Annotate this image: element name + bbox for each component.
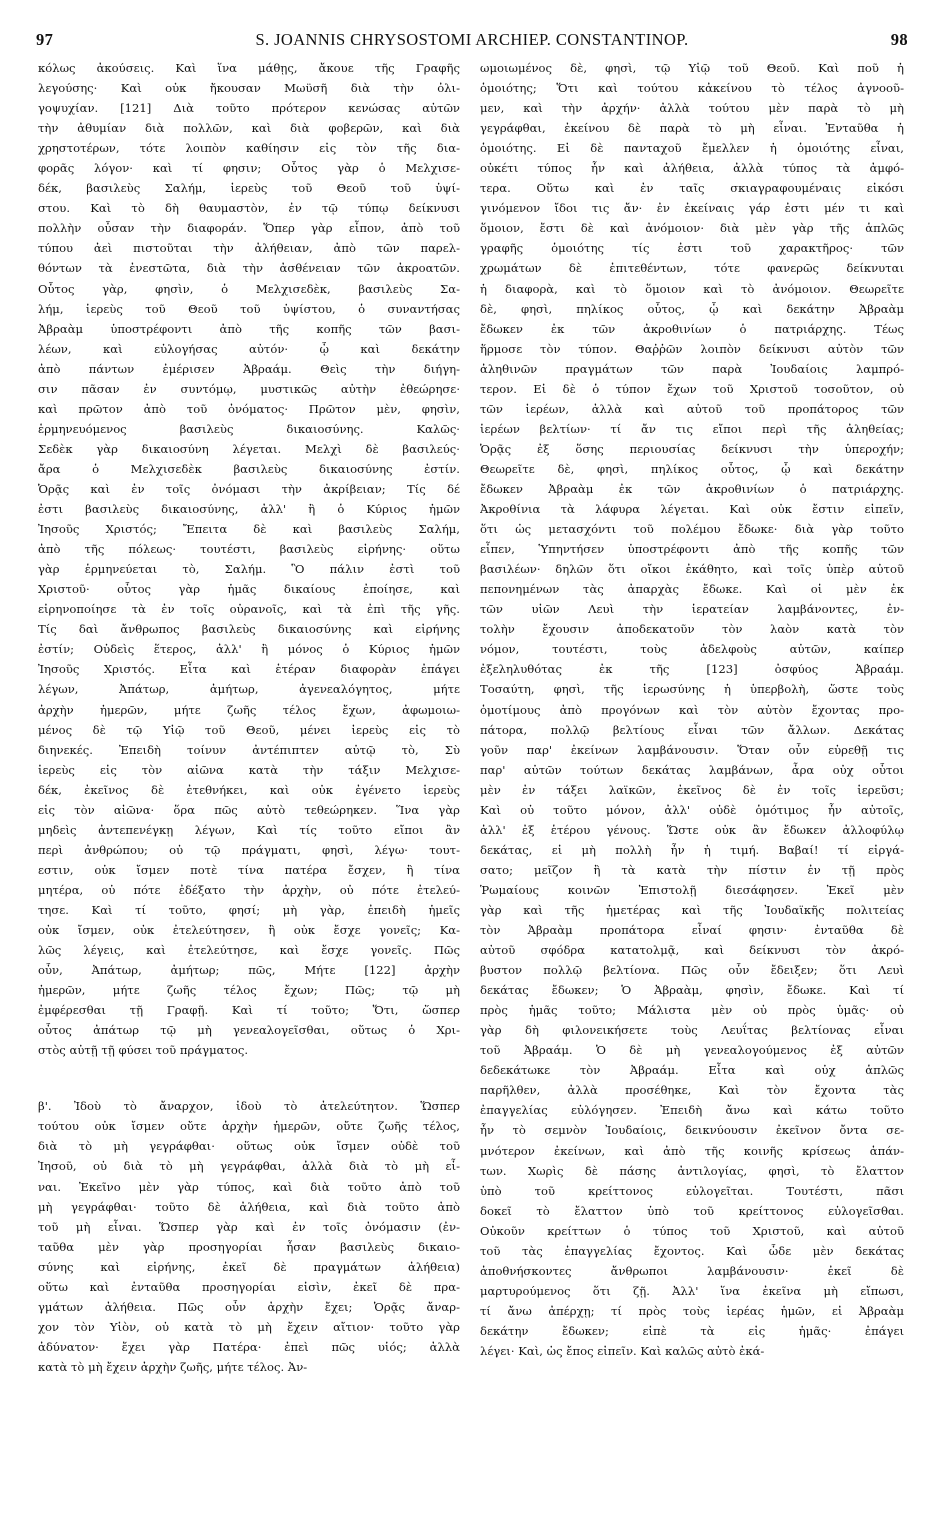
text-line: στου. Καὶ τὸ δὴ θαυμαστὸν, ἐν τῷ τύπῳ δείκνυσι <box>38 201 460 216</box>
text-line: μεν, καὶ τὴν ἀρχήν· ἀλλὰ τούτου μὲν παρὰ τὸ μὴ <box>480 101 904 116</box>
text-line: τοῦ τὰς ἐπαγγελίας ἔχοντος. Καὶ ὧδε μὲν δεκάτας <box>480 1243 904 1258</box>
text-line: ἀποθνήσκοντες ἄνθρωποι λαμβάνουσιν· ἐκεῖ δὲ <box>480 1263 904 1278</box>
text-line: γὰρ καὶ τῆς ἡμετέρας καὶ τῆς Ἰουδαϊκῆς πολιτείας <box>480 902 904 917</box>
text-line: γοῦν παρ' ἐκείνων λαμβάνουσιν. Ὅταν οὖν εὑρεθῇ τις <box>480 742 904 757</box>
text-line: νόμον, τουτέστι, τοὺς ἀδελφοὺς αὐτῶν, καίπερ <box>480 642 904 657</box>
text-line: γμάτων ἀλήθεια. Πῶς οὖν ἀρχὴν ἔχει; Ὁρᾷς ἄναρ- <box>38 1299 460 1314</box>
text-line: ἀπὸ τῆς πόλεως· τουτέστι, βασιλεὺς εἰρήνης· οὕτω <box>38 542 460 557</box>
text-line: χρηστοτέρων, τότε λοιπὸν καθίησιν εἰς τὸν τῆς δια- <box>38 141 460 156</box>
text-line: τὸν Ἀβραὰμ προπάτορα εἶναί φησιν· ἐνταῦθα δὲ <box>480 923 904 938</box>
text-line: ὁμοιότης; Ὅτι καὶ τούτου κἀκείνου τὸ τέλος ἀγνοοῦ- <box>480 81 904 96</box>
text-line: λέων, καὶ εὐλογήσας αὐτόν· ᾧ καὶ δεκάτην <box>38 341 460 356</box>
text-line: ἱερέων βελτίων· τί ἄν τις εἴποι περὶ τῆς ἀληθείας; <box>480 421 904 436</box>
text-line: πολλὴν οὖσαν τὴν διαφοράν. Ὅπερ γὰρ εἶπον, ἀπὸ τοῦ <box>38 221 460 236</box>
text-line: Ἰησοῦς Χριστός; Ἔπειτα δὲ καὶ βασιλεὺς Σαλήμ, <box>38 522 460 537</box>
text-line: ἔδωκεν ἐκ τῶν ἀκροθινίων ὁ πατριάρχης. Τέως <box>480 321 904 336</box>
text-line: ναι. Ἐκεῖνο μὲν γὰρ τύπος, καὶ διὰ τοῦτο ἀπὸ τοῦ <box>38 1179 460 1194</box>
text-line: μητέρα, οὐ πότε ἐδέξατο τὴν ἀρχὴν, οὐ πότε ἐτελεύ- <box>38 882 460 897</box>
text-line: λήμ, ἱερεὺς τοῦ Θεοῦ τοῦ ὑψίστου, ὁ συναντήσας <box>38 301 460 316</box>
text-line: παρῆλθεν, ἀλλὰ προσέθηκε, Καὶ τὸν ἔχοντα τὰς <box>480 1083 904 1098</box>
text-line: Οὗτος γὰρ, φησὶν, ὁ Μελχισεδὲκ, βασιλεὺς Σα- <box>38 281 460 296</box>
text-line: Σεδὲκ γὰρ δικαιοσύνη λέγεται. Μελχὶ δὲ βασιλεύς· <box>38 441 460 456</box>
text-line: ἀρχὴν ἡμερῶν, μήτε ζωῆς τέλος ἔχων, ἀφωμοιω- <box>38 702 460 717</box>
text-line: ἑρμηνευόμενος βασιλεὺς δικαιοσύνης. Καλῶς· <box>38 421 460 436</box>
text-line: γοψυχίαν. [121] Διὰ τοῦτο πρότερον κενώσας αὐτῶν <box>38 101 460 116</box>
text-line: γραφῆς ὁμοιότης τίς ἐστι τοῦ χαρακτῆρος· τῶν <box>480 241 904 256</box>
text-line: περὶ ἀνθρώπου; οὐ τῷ πράγματι, φησὶ, λέγω· τουτ- <box>38 842 460 857</box>
text-line: εἶπεν, Ὑπηντήσεν ὑποστρέφοντι ἀπὸ τῆς κοπῆς τῶν <box>480 542 904 557</box>
text-line: ὑπὸ τοῦ κρείττονος εὐλογεῖται. Τουτέστι, πᾶσι <box>480 1183 904 1198</box>
text-line: παρ' αὐτῶν τούτων δεκάτας λαμβάνων, ἆρα οὐχ οὗτοι <box>480 762 904 777</box>
text-line: δὲ, φησὶ, πηλίκος οὗτος, ᾧ καὶ δεκάτην Ἀβραὰμ <box>480 301 904 316</box>
text-line: ὁμοιότης. Εἰ δὲ πανταχοῦ ἔμελλεν ἡ ὁμοιότης εἶναι, <box>480 141 904 156</box>
text-line: διὰ τὸ μὴ γεγράφθαι· οὕτως οὐκ ἴσμεν οὐδὲ τοῦ <box>38 1139 460 1154</box>
text-line: ἀληθινῶν πραγμάτων τῶν παρὰ Ἰουδαίοις λαμπρό- <box>480 361 904 376</box>
text-line: λέγει· Καὶ, ὡς ἔπος εἰπεῖν. Καὶ καλῶς αὐτὸ ἐκά- <box>480 1344 765 1358</box>
text-line: χρωμάτων δὲ ἐπιτεθέντων, τότε φανερῶς δείκνυται <box>480 261 904 276</box>
right-column <box>480 58 904 1361</box>
text-line: γὰρ ἑρμηνεύεται τὸ, Σαλήμ. Ὃ πάλιν ἐστὶ τοῦ <box>38 562 460 577</box>
text-line: ταῦθα μὲν γὰρ προσηγορίαι ἦσαν βασιλεὺς δικαιο- <box>38 1239 460 1254</box>
text-line: ἀλλ' ἐξ ἑτέρου γένους. Ὥστε οὐκ ἂν ἔδωκεν ἀλλοφύλῳ <box>480 822 904 837</box>
text-line: Τίς δαὶ ἄνθρωπος βασιλεὺς δικαιοσύνης καὶ εἰρήνης <box>38 622 460 637</box>
text-line: Ἀκροθίνια τὰ λάφυρα λέγεται. Καὶ οὐκ ἔστιν εἰπεῖν, <box>480 502 904 517</box>
text-line: ἐστίν; Οὐδεὶς ἕτερος, ἀλλ' ἢ μόνος ὁ Κύριος ἡμῶν <box>38 642 460 657</box>
text-line: πεπονημένων τὰς ἀπαρχὰς ἔδωκε. Καὶ οἱ μὲν ἐκ <box>480 582 904 597</box>
text-line: θόντων τὰ ἐνεστῶτα, διὰ τὴν ἀσθένειαν τῶν ἀκροατῶν. <box>38 261 460 276</box>
text-line: τῶν ἱερέων, ἀλλὰ καὶ αὐτοῦ τοῦ προπάτορος τῶν <box>480 401 904 416</box>
text-line: τύπου ἀεὶ πιστοῦται τὴν ἀλήθειαν, ἀπὸ τῶν παρελ- <box>38 241 460 256</box>
text-line: οὕτω καὶ ἐνταῦθα προσηγορίαι εἰσὶν, ἐκεῖ δὲ πρα- <box>38 1279 460 1294</box>
text-line: Οὐκοῦν κρείττων ὁ τύπος τοῦ Χριστοῦ, καὶ αὐτοῦ <box>480 1223 904 1238</box>
text-line: ὅτι ὡς μετασχόντι τοῦ πολέμου ἔδωκε· διὰ γὰρ τοῦτο <box>480 522 904 537</box>
text-line: τοῦ μὴ εἶναι. Ὥσπερ γὰρ καὶ ἐν τοῖς ὀνόμασιν (ἐν- <box>38 1219 460 1234</box>
text-line: εστιν, οὐκ ἴσμεν ποτὲ τίνα πατέρα ἔσχεν, ἢ τίνα <box>38 862 460 877</box>
text-line: οὗτος ἀπάτωρ τῷ μὴ γενεαλογεῖσθαι, οὕτως ὁ Χρι- <box>38 1023 460 1038</box>
text-line: Ῥωμαίους κοινῶν Ἐπιστολῇ διεσάφησεν. Ἐκεῖ μὲν <box>480 882 904 897</box>
text-line: δεκάτην ἔδωκεν; εἰπὲ τὰ εἰς ἡμᾶς· ἐπάγει <box>480 1323 904 1338</box>
text-line: Θεωρεῖτε δὲ, φησὶ, πηλίκος οὗτος, ᾧ καὶ δεκάτην <box>480 461 904 476</box>
running-header <box>36 30 908 54</box>
text-line: Ὁρᾷς καὶ ἐν τοῖς ὀνόμασι τὴν ἀκρίβειαν; Τίς δέ <box>38 481 460 496</box>
page-number-left: 97 <box>36 30 54 49</box>
text-line: πάτορα, πολλῷ βελτίους εἶναι τῶν ἄλλων. Δεκάτας <box>480 722 904 737</box>
text-line: ἦν τὸ σεμνὸν Ἰουδαίοις, δεικνύουσιν ἐκεῖνον ὄντα σε- <box>480 1123 904 1138</box>
text-line: τερον. Εἰ δὲ ὁ τύπον ἔχων τοῦ Χριστοῦ τοσοῦτον, οὐ <box>480 381 904 396</box>
page-number-right: 98 <box>890 30 908 49</box>
text-line: τὴν ἀθυμίαν διὰ πολλῶν, καὶ διὰ φοβερῶν, καὶ διὰ <box>38 121 460 136</box>
text-line: Καὶ οὐ τοῦτο μόνον, ἀλλ' οὐδὲ ὁμότιμος ἦν αὐτοῖς, <box>480 802 904 817</box>
text-line: εἰρηνοποίησε τὰ ἐν τοῖς οὐρανοῖς, καὶ τὰ ἐπὶ τῆς γῆς. <box>38 602 460 617</box>
text-line: ἐξεληλυθότας ἐκ τῆς [123] ὀσφύος Ἀβραάμ. <box>480 662 904 677</box>
text-line: τησε. Καὶ τί τοῦτο, φησί; μὴ γὰρ, ἐπειδὴ ἡμεῖς <box>38 902 460 917</box>
text-line: ἀπὸ πάντων ἐμέρισεν Ἀβραάμ. Θεὶς τὴν διήγη- <box>38 361 460 376</box>
text-line: ωμοιωμένος δὲ, φησὶ, τῷ Υἱῷ τοῦ Θεοῦ. Καὶ ποῦ ἡ <box>480 61 904 75</box>
text-line: καὶ πρῶτον ἀπὸ τοῦ ὀνόματος· Πρῶτον μὲν, φησὶν, <box>38 401 460 416</box>
text-line: ὅμοιον, ἔστι δὲ καὶ ἀνόμοιον· διὰ μὲν γὰρ τῆς ἁπλῶς <box>480 221 904 236</box>
text-line: εἰς τὸν αἰῶνα· ὅρα πῶς αὐτὸ τεθεώρηκεν. Ἵνα γὰρ <box>38 802 460 817</box>
text-line: σατο; μεῖζον ἢ τὰ κατὰ τὴν πίστιν ἐν τῇ πρὸς <box>480 862 904 877</box>
text-line: ἀδύνατον· ἔχει γὰρ Πατέρα· ἐπεὶ πῶς υἱός; ἀλλὰ <box>38 1339 460 1354</box>
text-line: τῶν υἱῶν Λευὶ τὴν ἱερατείαν λαμβάνοντες, ἐν- <box>480 602 904 617</box>
paragraph-right <box>480 58 904 1361</box>
text-line: μὲν ἐν τάξει λαϊκῶν, ἐκεῖνος δὲ ἐν τοῖς ἱερεῦσι; <box>480 782 904 797</box>
text-line: στὸς αὐτῇ τῇ φύσει τοῦ πράγματος. <box>38 1043 249 1058</box>
text-line: δεδεκάτωκε τὸν Ἀβραάμ. Εἶτα καὶ οὐχ ἁπλῶς <box>480 1063 904 1078</box>
text-line: Χριστοῦ· οὗτος γὰρ ἡμᾶς δικαίους ἐποίησε, καὶ <box>38 582 460 597</box>
text-line: ἥρμοσε τὸν τύπον. Θαῤῥῶν λοιπὸν δείκνυσι αὐτὸν τῶν <box>480 341 904 356</box>
text-line: λῶς λέγεις, καὶ ἐτελεύτησε, καὶ ἔσχε γονεῖς. Πῶς <box>38 943 460 958</box>
text-line: χον τὸν Υἱὸν, οὐ κατὰ τὸ μὴ ἔχειν αἴτιον· τοῦτο γὰρ <box>38 1319 460 1334</box>
paragraph-2 <box>38 1096 460 1377</box>
text-line: μνότερον ἐκείνων, καὶ ἀπὸ τῆς κοινῆς κρίσεως ἁπάν- <box>480 1143 904 1158</box>
text-line: δέκ, βασιλεὺς Σαλήμ, ἱερεὺς τοῦ Θεοῦ τοῦ ὑψί- <box>38 181 460 196</box>
paragraph-gap <box>38 1060 460 1096</box>
text-line: τολὴν ἔχουσιν ἀποδεκατοῦν τὸν λαὸν κατὰ τὸν <box>480 622 904 637</box>
text-line: τί ἄνω ἀπέρχῃ; τί πρὸς τοὺς ἱερέας ἡμῶν, εἰ Ἀβραὰμ <box>480 1303 904 1318</box>
text-line: λεγούσης· Καὶ οὐκ ἤκουσαν Μωϋσῆ διὰ τὴν ὀλι- <box>38 81 460 96</box>
text-line: ἄρα ὁ Μελχισεδὲκ βασιλεὺς δικαιοσύνης ἐστίν. <box>38 461 460 476</box>
text-line: ἡ διαφορὰ, καὶ τὸ ὅμοιον καὶ τὸ ἀνόμοιον. Θεωρεῖτε <box>480 281 904 296</box>
text-line: Τοσαύτη, φησὶ, τῆς ἱερωσύνης ἡ ὑπερβολὴ, ὥστε τοὺς <box>480 682 904 697</box>
text-line: οὖν, Ἀπάτωρ, ἀμήτωρ; πῶς, Μήτε [122] ἀρχὴν <box>38 963 460 978</box>
text-line: δοκεῖ τὸ ἔλαττον ὑπὸ τοῦ κρείττονος εὐλογεῖσθαι. <box>480 1203 904 1218</box>
running-title: S. JOANNIS CHRYSOSTOMI ARCHIEP. CONSTANTINOP. <box>255 30 689 49</box>
text-line: Ἀβραὰμ ὑποστρέφοντι ἀπὸ τῆς κοπῆς τῶν βασι- <box>38 321 460 336</box>
text-line: ἐπαγγελίας εὐλόγησεν. Ἐπειδὴ ἄνω καὶ κάτω τοῦτο <box>480 1103 904 1118</box>
text-line: διηνεκές. Ἐπειδὴ τοίνυν ἀντέπιπτεν αὐτῷ τὸ, Σὺ <box>38 742 460 757</box>
text-line: σύνης καὶ εἰρήνης, ἐκεῖ δὲ πραγμάτων ἀλήθεια) <box>38 1259 460 1274</box>
text-line: δέκ, ἐκεῖνος δὲ ἐτεθνήκει, καὶ οὐκ ἐγένετο ἱερεὺς <box>38 782 460 797</box>
text-line: γινόμενον ἴδοι τις ἄν· ἐν ἐκείναις γάρ ἐστι μέν τι καὶ <box>480 201 904 216</box>
text-line: ἡμερῶν, μήτε ζωῆς τέλος ἔχων; Πῶς; τῷ μὴ <box>38 983 460 998</box>
text-line: βυστον πολλῷ βελτίονα. Πῶς οὖν ἔδειξεν; ὅτι Λευὶ <box>480 963 904 978</box>
text-line: μηδεὶς ἀντεπενέγκῃ λέγων, Καὶ τίς τοῦτο εἴποι ἂν <box>38 822 460 837</box>
text-line: ἐμφέρεσθαι τῇ Γραφῇ. Καὶ τί τοῦτο; Ὅτι, ὥσπερ <box>38 1003 460 1018</box>
text-line: Ὁρᾷς ἐξ ὅσης περιουσίας δείκνυσι τὴν ὑπεροχήν; <box>480 441 904 456</box>
text-line: τοῦ Ἀβραάμ. Ὁ δὲ μὴ γενεαλογούμενος ἐξ αὐτῶν <box>480 1043 904 1058</box>
text-line: οὐκέτι τύπος ἦν καὶ ἀλήθεια, ἀλλὰ τύπος τὰ ἀμφό- <box>480 161 904 176</box>
text-line: ὁμοτίμους ἀπὸ προγόνων καὶ τὸν αὐτὸν ἔχοντας προ- <box>480 702 904 717</box>
text-line: των. Χωρὶς δὲ πάσης ἀντιλογίας, φησὶ, τὸ ἔλαττον <box>480 1163 904 1178</box>
text-line: τερα. Οὕτω καὶ ἐν ταῖς σκιαγραφουμέναις εἰκόσι <box>480 181 904 196</box>
text-line: ἔδωκεν Ἀβραὰμ ἐκ τῶν ἀκροθινίων ὁ πατριάρχης. <box>480 481 904 496</box>
paragraph-1 <box>38 58 460 1060</box>
text-line: πρὸς ἡμᾶς τοῦτο; Μάλιστα μὲν οὐ πρὸς ὑμᾶς· οὐ <box>480 1003 904 1018</box>
text-line: ἱερεὺς εἰς τὸν αἰῶνα κατὰ τὴν τάξιν Μελχισε- <box>38 762 460 777</box>
text-line: β'. Ἰδοὺ τὸ ἄναρχον, ἰδοὺ τὸ ἀτελεύτητον. Ὥσπερ <box>38 1099 460 1114</box>
text-line: κόλως ἀκούσεις. Καὶ ἵνα μάθῃς, ἄκουε τῆς Γραφῆς <box>38 61 460 75</box>
text-line: γεγράφθαι, ἐκείνου δὲ παρὰ τὸ μὴ εἶναι. Ἐνταῦθα ἡ <box>480 121 904 136</box>
left-column <box>38 58 460 1377</box>
text-line: τούτου οὐκ ἴσμεν οὔτε ἀρχὴν ἡμερῶν, οὔτε ζωῆς τέλος, <box>38 1119 460 1134</box>
text-line: οὐκ ἴσμεν, οὐκ ἐτελεύτησεν, ἢ οὐκ ἔσχε γονεῖς; Κα- <box>38 923 460 938</box>
text-line: δεκάτας ἔδωκεν; Ὁ Ἀβραὰμ, φησὶν, ἔδωκε. Καὶ τί <box>480 983 904 998</box>
text-line: μὴ γεγράφθαι· τοῦτο δὲ ἀλήθεια, καὶ διὰ τοῦτο ἀπὸ <box>38 1199 460 1214</box>
text-line: Ἰησοῦς Χριστός. Εἶτα καὶ ἑτέραν διαφορὰν ἐπάγει <box>38 662 460 677</box>
text-line: δεκάτας, εἰ μὴ πολλὴ ἦν ἡ τιμή. Βαβαί! τί εἰργά- <box>480 842 904 857</box>
text-line: κατὰ τὸ μὴ ἔχειν ἀρχὴν ζωῆς, μήτε τέλος. Ἀν- <box>38 1359 308 1374</box>
text-line: αὐτοῦ σφόδρα κατατολμᾷ, καὶ δείκνυσι τὸν ἀκρό- <box>480 943 904 958</box>
text-line: μαρτυρούμενος ὅτι ζῇ. Ἀλλ' ἵνα ἐκεῖνα μὴ εἴπωσι, <box>480 1283 904 1298</box>
text-line: βασιλέων· δηλῶν ὅτι οἴκοι ἐκάθητο, καὶ τοῖς ὑπὲρ αὐτοῦ <box>480 562 904 577</box>
text-line: μένος δὲ τῷ Υἱῷ τοῦ Θεοῦ, μένει ἱερεὺς εἰς τὸ <box>38 722 460 737</box>
text-line: λέγων, Ἀπάτωρ, ἀμήτωρ, ἀγενεαλόγητος, μήτε <box>38 682 460 697</box>
text-line: ἐστι βασιλεὺς δικαιοσύνης, ἀλλ' ἢ ὁ Κύριος ἡμῶν <box>38 502 460 517</box>
text-line: γὰρ δὴ φιλονεικήσετε τοὺς Λευΐτας βελτίονας εἶναι <box>480 1023 904 1038</box>
text-line: σιν πᾶσαν ἐν συντόμῳ, μυστικῶς αὐτὴν ἐθεώρησε· <box>38 381 460 396</box>
text-line: φορᾶς λόγον· καὶ τί φησιν; Οὗτος γὰρ ὁ Μελχισε- <box>38 161 460 176</box>
text-line: Ἰησοῦ, οὐ διὰ τὸ μὴ γεγράφθαι, ἀλλὰ διὰ τὸ μὴ εἶ- <box>38 1159 460 1174</box>
